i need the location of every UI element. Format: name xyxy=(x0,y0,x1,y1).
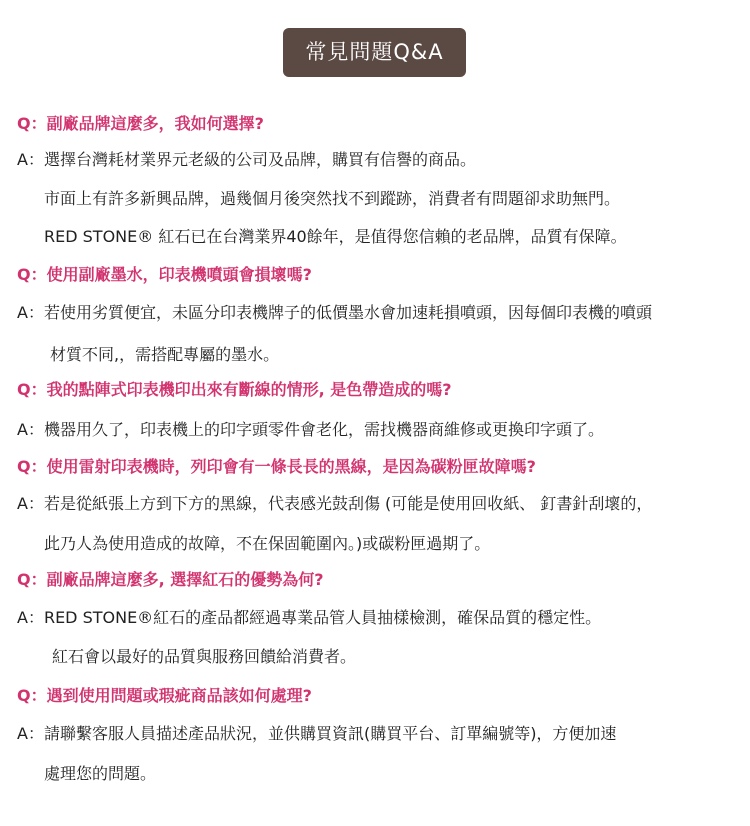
page-title: 常見問題Q&A xyxy=(283,28,466,77)
faq-answer-4-line-1: A：若是從紙張上方到下方的黑線，代表感光鼓刮傷 (可能是使用回收紙、 釘書針刮壞的， xyxy=(17,494,653,513)
faq-question-1: Q：副廠品牌這麼多，我如何選擇? xyxy=(17,114,264,133)
faq-answer-6-line-1: A：請聯繫客服人員描述產品狀況，並供購買資訊(購買平台、訂單編號等)，方便加速 xyxy=(17,724,617,743)
faq-question-6: Q：遇到使用問題或瑕疵商品該如何處理? xyxy=(17,686,312,705)
faq-answer-1-line-2: 市面上有許多新興品牌，過幾個月後突然找不到蹤跡，消費者有問題卻求助無門。 xyxy=(44,189,621,208)
faq-answer-1-line-1: A：選擇台灣耗材業界元老級的公司及品牌，購買有信譽的商品。 xyxy=(17,150,476,169)
faq-answer-2-line-1: A：若使用劣質便宜，未區分印表機牌子的低價墨水會加速耗損噴頭，因每個印表機的噴頭 xyxy=(17,303,652,322)
faq-question-4: Q：使用雷射印表機時，列印會有一條長長的黑線，是因為碳粉匣故障嗎? xyxy=(17,457,536,476)
faq-answer-1-line-3: RED STONE® 紅石已在台灣業界40餘年，是值得您信賴的老品牌，品質有保障。 xyxy=(44,227,627,246)
faq-question-3: Q：我的點陣式印表機印出來有斷線的情形, 是色帶造成的嗎? xyxy=(17,380,452,399)
faq-answer-6-line-2: 處理您的問題。 xyxy=(44,764,157,783)
faq-answer-2-line-2: 材質不同,，需搭配專屬的墨水。 xyxy=(50,345,280,364)
faq-answer-5-line-2: 紅石會以最好的品質與服務回饋給消費者。 xyxy=(52,647,357,666)
faq-answer-4-line-2: 此乃人為使用造成的故障，不在保固範圍內。)或碳粉匣過期了。 xyxy=(44,534,491,553)
faq-question-2: Q：使用副廠墨水，印表機噴頭會損壞嗎? xyxy=(17,265,312,284)
faq-answer-5-line-1: A：RED STONE®紅石的產品都經過專業品管人員抽樣檢測，確保品質的穩定性。 xyxy=(17,608,602,627)
faq-question-5: Q：副廠品牌這麼多, 選擇紅石的優勢為何? xyxy=(17,570,324,589)
faq-answer-3-line-1: A：機器用久了，印表機上的印字頭零件會老化，需找機器商維修或更換印字頭了。 xyxy=(17,420,604,439)
